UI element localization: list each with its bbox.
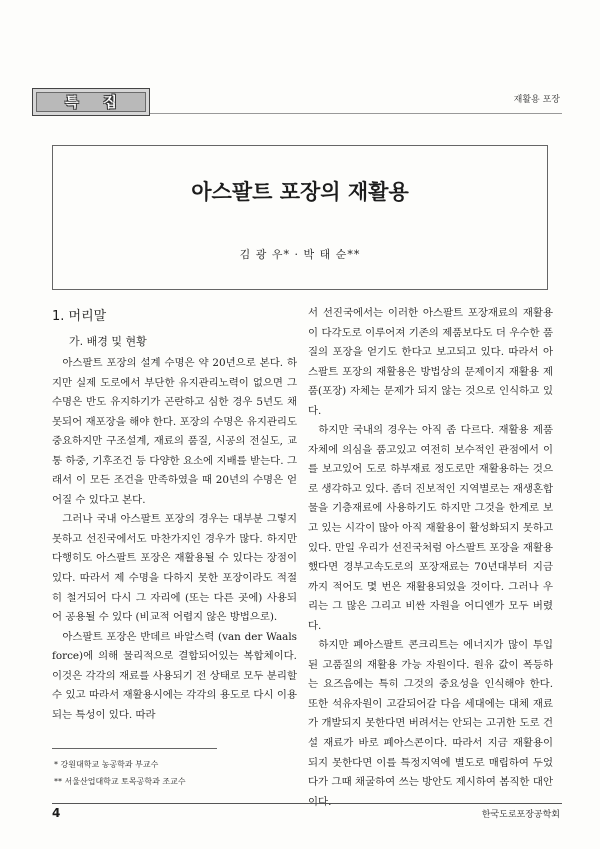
footnote: * 강원대학교 농공학과 부교수 (54, 760, 159, 769)
page-number: 4 (52, 806, 61, 820)
paragraph: 하지만 폐아스팔트 콘크리트는 에너지가 많이 투입된 고품질의 재활용 가능 자원이다. 원유 값이 폭등하는 요즈음에는 특히 그것의 중요성을 인식해야 한다. 또한 석유자원이 고갈되어갈 다음 세대에는 대체 재료가 개발되지 못한다면 버려서는 안되는 고귀한 도로 건설 재료가 바로 폐아스콘이다. 따라서 지금 재활용이 되지 못한다면 이를 특정지역에 별도로 매립하여 두었다가 그때 채굴하여 쓰는 방안도 제시하여 봄직한 대안이다. (308, 639, 553, 808)
paragraph: 서 선진국에서는 이러한 아스팔트 포장재료의 재활용이 다각도로 이루어져 기존의 제품보다도 더 우수한 품질의 포장을 얻기도 한다고 보고되고 있다. 따라서 아스팔트 포장의 재활용은 방법상의 문제이지 재활용 제품(포장) 자체는 문제가 되지 않는 것으로 인식하고 있다. (308, 307, 553, 417)
header-rule (150, 113, 562, 114)
section-heading: 1. 머리말 (52, 309, 107, 324)
paragraph: 아스팔트 포장의 설계 수명은 약 20년으로 본다. 하지만 실제 도로에서 부단한 유지관리노력이 없으면 그 수명은 반도 유지하기가 곤란하고 심한 경우 5년도 채 못되어 재포장을 해야 한다. 포장의 수명은 유지관리도 중요하지만 구조설계, 재료의 품질, 시공의 전실도, 교통 하중, 기후조건 등 다양한 요소에 지배를 받는다. 그래서 이 모든 조건을 만족하였을 때 20년의 수명은 얻어질 수 있다고 본다. (52, 357, 297, 506)
left-column (52, 304, 297, 725)
paragraph: 그러나 국내 아스팔트 포장의 경우는 대부분 그렇지 못하고 선진국에서도 마찬가지인 경우가 많다. 하지만 다행히도 아스팔트 포장은 재활용될 수 있다는 장점이 있다. 따라서 제 수명을 다하지 못한 포장이라도 적절히 철거되어 다시 그 자리에 (또는 다른 곳에) 사용되어 공용될 수 있다 (비교적 어렵지 않은 방법으로). (52, 513, 297, 624)
footnotes (54, 756, 294, 790)
society-name: 한국도로포장공학회 (481, 810, 560, 820)
title-box (52, 145, 548, 290)
article-authors: 김 광 우* · 박 태 순** (239, 248, 361, 261)
paragraph: 하지만 국내의 경우는 아직 좀 다르다. 재활용 제품 자체에 의심을 품고있고 여전히 보수적인 관점에서 이를 보고있어 도로 하부재료 정도로만 재활용하는 것으로 생각하고 있다. 좀더 진보적인 지역별로는 재생혼합물을 기층재료에 사용하기도 하지만 그것을 한계로 보고 있는 시각이 많아 아직 재활용이 활성화되지 못하고 있다. 만일 우리가 선진국처럼 아스팔트 포장을 재활용했다면 경부고속도로의 포장재료는 70년대부터 지금까지 적어도 몇 번은 재활용되었을 것이다. 그러나 우리는 그 많은 그리고 비싼 자원을 어디엔가 모두 버렸다. (308, 424, 553, 632)
footnote: ** 서울산업대학교 토목공학과 조교수 (54, 777, 186, 786)
section-label: 재활용 포장 (513, 95, 560, 105)
right-column (308, 304, 553, 812)
badge-label: 특 집 (65, 95, 127, 111)
footnote-rule (52, 748, 217, 749)
paragraph: 아스팔트 포장은 반데르 바알스력 (van der Waals force)에 의해 물리적으로 결합되어있는 복합체이다. 이것은 각각의 재료를 사용되기 전 상태로 모두 분리할 수 있고 따라서 재활용시에는 각각의 용도로 다시 이용되는 특성이 있다. 따라 (52, 630, 297, 721)
subsection-heading: 가. 배경 및 현황 (69, 335, 147, 348)
article-title: 아스팔트 포장의 재활용 (191, 180, 409, 204)
footer-rule (52, 803, 562, 804)
special-feature-badge (32, 88, 150, 116)
